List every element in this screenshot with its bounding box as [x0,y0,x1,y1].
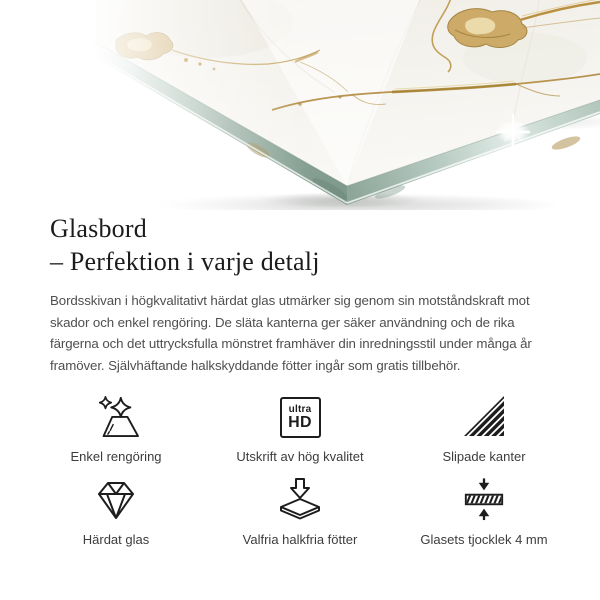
feature-glass-thickness [392,477,576,547]
marble-glass-tabletop-illustration [0,0,600,210]
page-title-line1: Glasbord [50,214,147,243]
glass-thickness-icon [458,477,510,521]
ultra-hd-icon [280,394,321,438]
diamond-icon [91,477,141,521]
product-description: Bordsskivan i högkvalitativt härdat glas utmärker sig genom sin motståndskraft mot skador och enkel rengöring. De släta kanterna ger säker användning och de rika färgerna och det uttrycksfulla mönstret framhäver din inredningsstil under många år framöver. Självhäftande halkskyddande fötter ingår som gratis tillbehör. [50,293,532,373]
polished-edges-icon [460,394,508,438]
feature-print-quality [208,394,392,464]
feature-polished-edges [392,394,576,464]
feature-label: Utskrift av hög kvalitet [236,449,364,464]
feature-non-slip-feet [208,477,392,547]
product-photo [0,0,600,210]
non-slip-feet-icon [275,477,325,521]
ultra-hd-badge-bottom: HD [288,414,312,431]
page-title [50,210,554,278]
page-title-line2: – Perfektion i varje detalj [50,247,320,276]
feature-label: Härdat glas [82,532,150,547]
feature-label: Enkel rengöring [70,449,162,464]
feature-label: Slipade kanter [442,449,526,464]
feature-easy-cleaning [24,394,208,464]
sparkle-clean-icon [89,394,143,438]
ultra-hd-badge-top: ultra [288,404,312,415]
feature-tempered-glass [24,477,208,547]
feature-label: Valfria halkfria fötter [242,532,358,547]
feature-label: Glasets tjocklek 4 mm [420,532,548,547]
feature-grid [24,394,576,547]
